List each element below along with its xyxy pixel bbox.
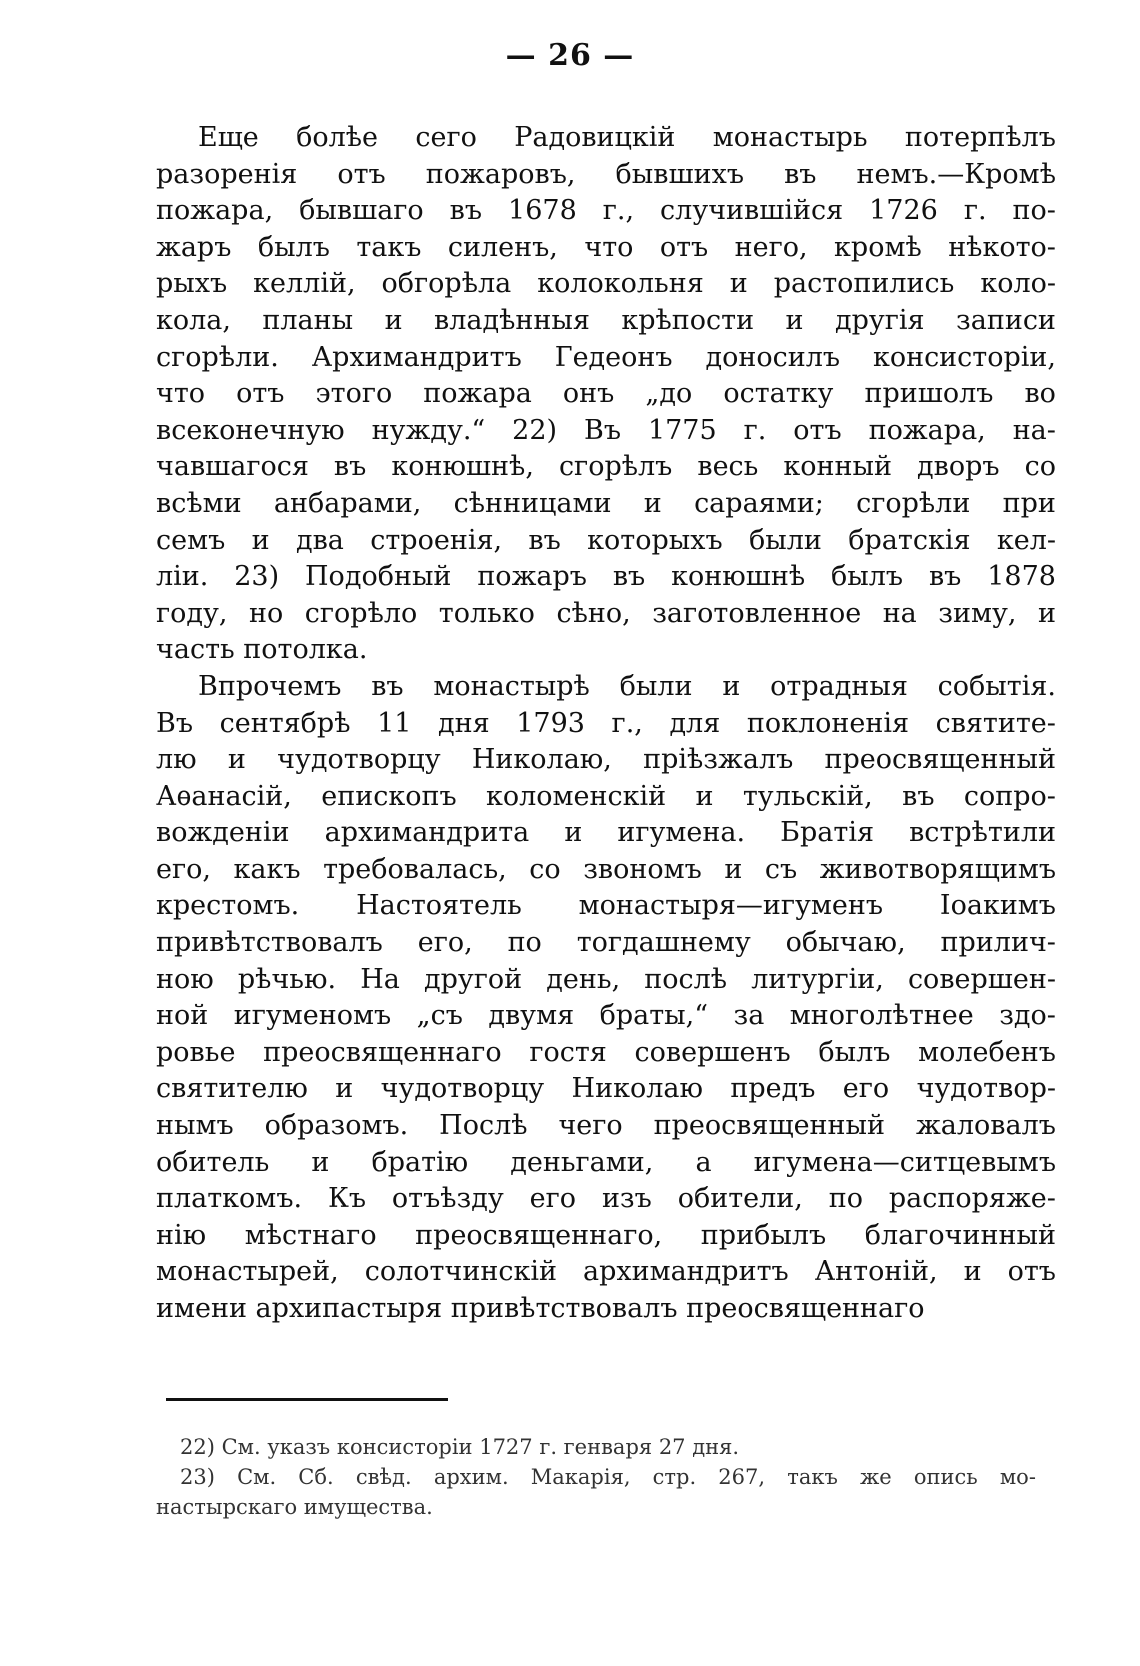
text-line: Аѳанасій, епископъ коломенскій и тульскій, въ сопро-	[156, 780, 1056, 812]
text-line: жаръ былъ такъ силенъ, что отъ него, кромѣ нѣкото-	[156, 231, 1056, 263]
text-line: ной игуменомъ „съ двумя браты,“ за многолѣтнее здо-	[156, 1000, 1056, 1032]
text-line: разоренія отъ пожаровъ, бывшихъ въ немъ.—Кромѣ	[156, 158, 1056, 190]
text-line: его, какъ требовалась, со звономъ и съ животворящимъ	[156, 853, 1056, 885]
text-line: Въ сентябрѣ 11 дня 1793 г., для поклоненія святите-	[156, 707, 1056, 739]
text-line: что отъ этого пожара онъ „до остатку пришолъ во	[156, 378, 1056, 410]
text-line: нымъ образомъ. Послѣ чего преосвященный жаловалъ	[156, 1110, 1056, 1142]
body-text	[156, 120, 1056, 1328]
text-line: ровье преосвященнаго гостя совершенъ былъ молебенъ	[156, 1036, 1056, 1068]
text-line: часть потолка.	[156, 634, 368, 666]
text-line: святителю и чудотворцу Николаю предъ его чудотвор-	[156, 1073, 1056, 1105]
text-line: монастырей, солотчинскій архимандритъ Антоній, и отъ	[156, 1256, 1056, 1288]
text-line: году, но сгорѣло только сѣно, заготовленное на зиму, и	[156, 597, 1056, 629]
text-line: Еще болѣе сего Радовицкій монастырь потерпѣлъ	[198, 122, 1056, 153]
text-line: ною рѣчью. На другой день, послѣ литургіи, совершен-	[156, 963, 1056, 995]
footnote-divider	[166, 1398, 448, 1401]
text-line: сгорѣли. Архимандритъ Гедеонъ доносилъ консисторіи,	[156, 341, 1056, 373]
text-line: нію мѣстнаго преосвященнаго, прибылъ благочинный	[156, 1219, 1056, 1251]
text-line: семъ и два строенія, въ которыхъ были братскія кел-	[156, 524, 1056, 556]
text-line: имени архипастыря привѣтствовалъ преосвященнаго	[156, 1293, 925, 1324]
text-line: кола, планы и владѣнныя крѣпости и другія записи	[156, 304, 1056, 336]
footnote-line: настырскаго имущества.	[156, 1495, 433, 1519]
text-line: лю и чудотворцу Николаю, пріѣзжалъ преосвященный	[156, 744, 1056, 776]
text-line: Впрочемъ въ монастырѣ были и отрадныя событія.	[198, 670, 1056, 702]
text-line: вожденіи архимандрита и игумена. Братія встрѣтили	[156, 817, 1056, 849]
text-line: пожара, бывшаго въ 1678 г., случившійся 1726 г. по-	[156, 195, 1056, 227]
page-number: — 26 —	[505, 38, 635, 73]
text-line: чавшагося въ конюшнѣ, сгорѣлъ весь конный дворъ со	[156, 451, 1056, 483]
text-line: всеконечную нужду.“ 22) Въ 1775 г. отъ пожара, на-	[156, 414, 1056, 446]
footnote-line: 22) См. указъ консисторіи 1727 г. генваря 27 дня.	[180, 1435, 740, 1459]
text-line: рыхъ келлій, обгорѣла колокольня и растопились коло-	[156, 268, 1056, 300]
text-line: крестомъ. Настоятель монастыря—игуменъ Іоакимъ	[156, 890, 1056, 922]
text-line: ліи. 23) Подобный пожаръ въ конюшнѣ былъ въ 1878	[156, 561, 1056, 593]
text-line: привѣтствовалъ его, по тогдашнему обычаю, прилич-	[156, 927, 1056, 959]
text-line: обитель и братію деньгами, а игумена—ситцевымъ	[156, 1146, 1056, 1178]
footnotes	[156, 1432, 1036, 1522]
text-line: платкомъ. Къ отъѣзду его изъ обители, по распоряже-	[156, 1183, 1056, 1215]
text-line: всѣми анбарами, сѣнницами и сараями; сгорѣли при	[156, 487, 1056, 519]
footnote-line: 23) См. Сб. свѣд. архим. Макарія, стр. 267, такъ же опись мо-	[180, 1465, 1036, 1489]
